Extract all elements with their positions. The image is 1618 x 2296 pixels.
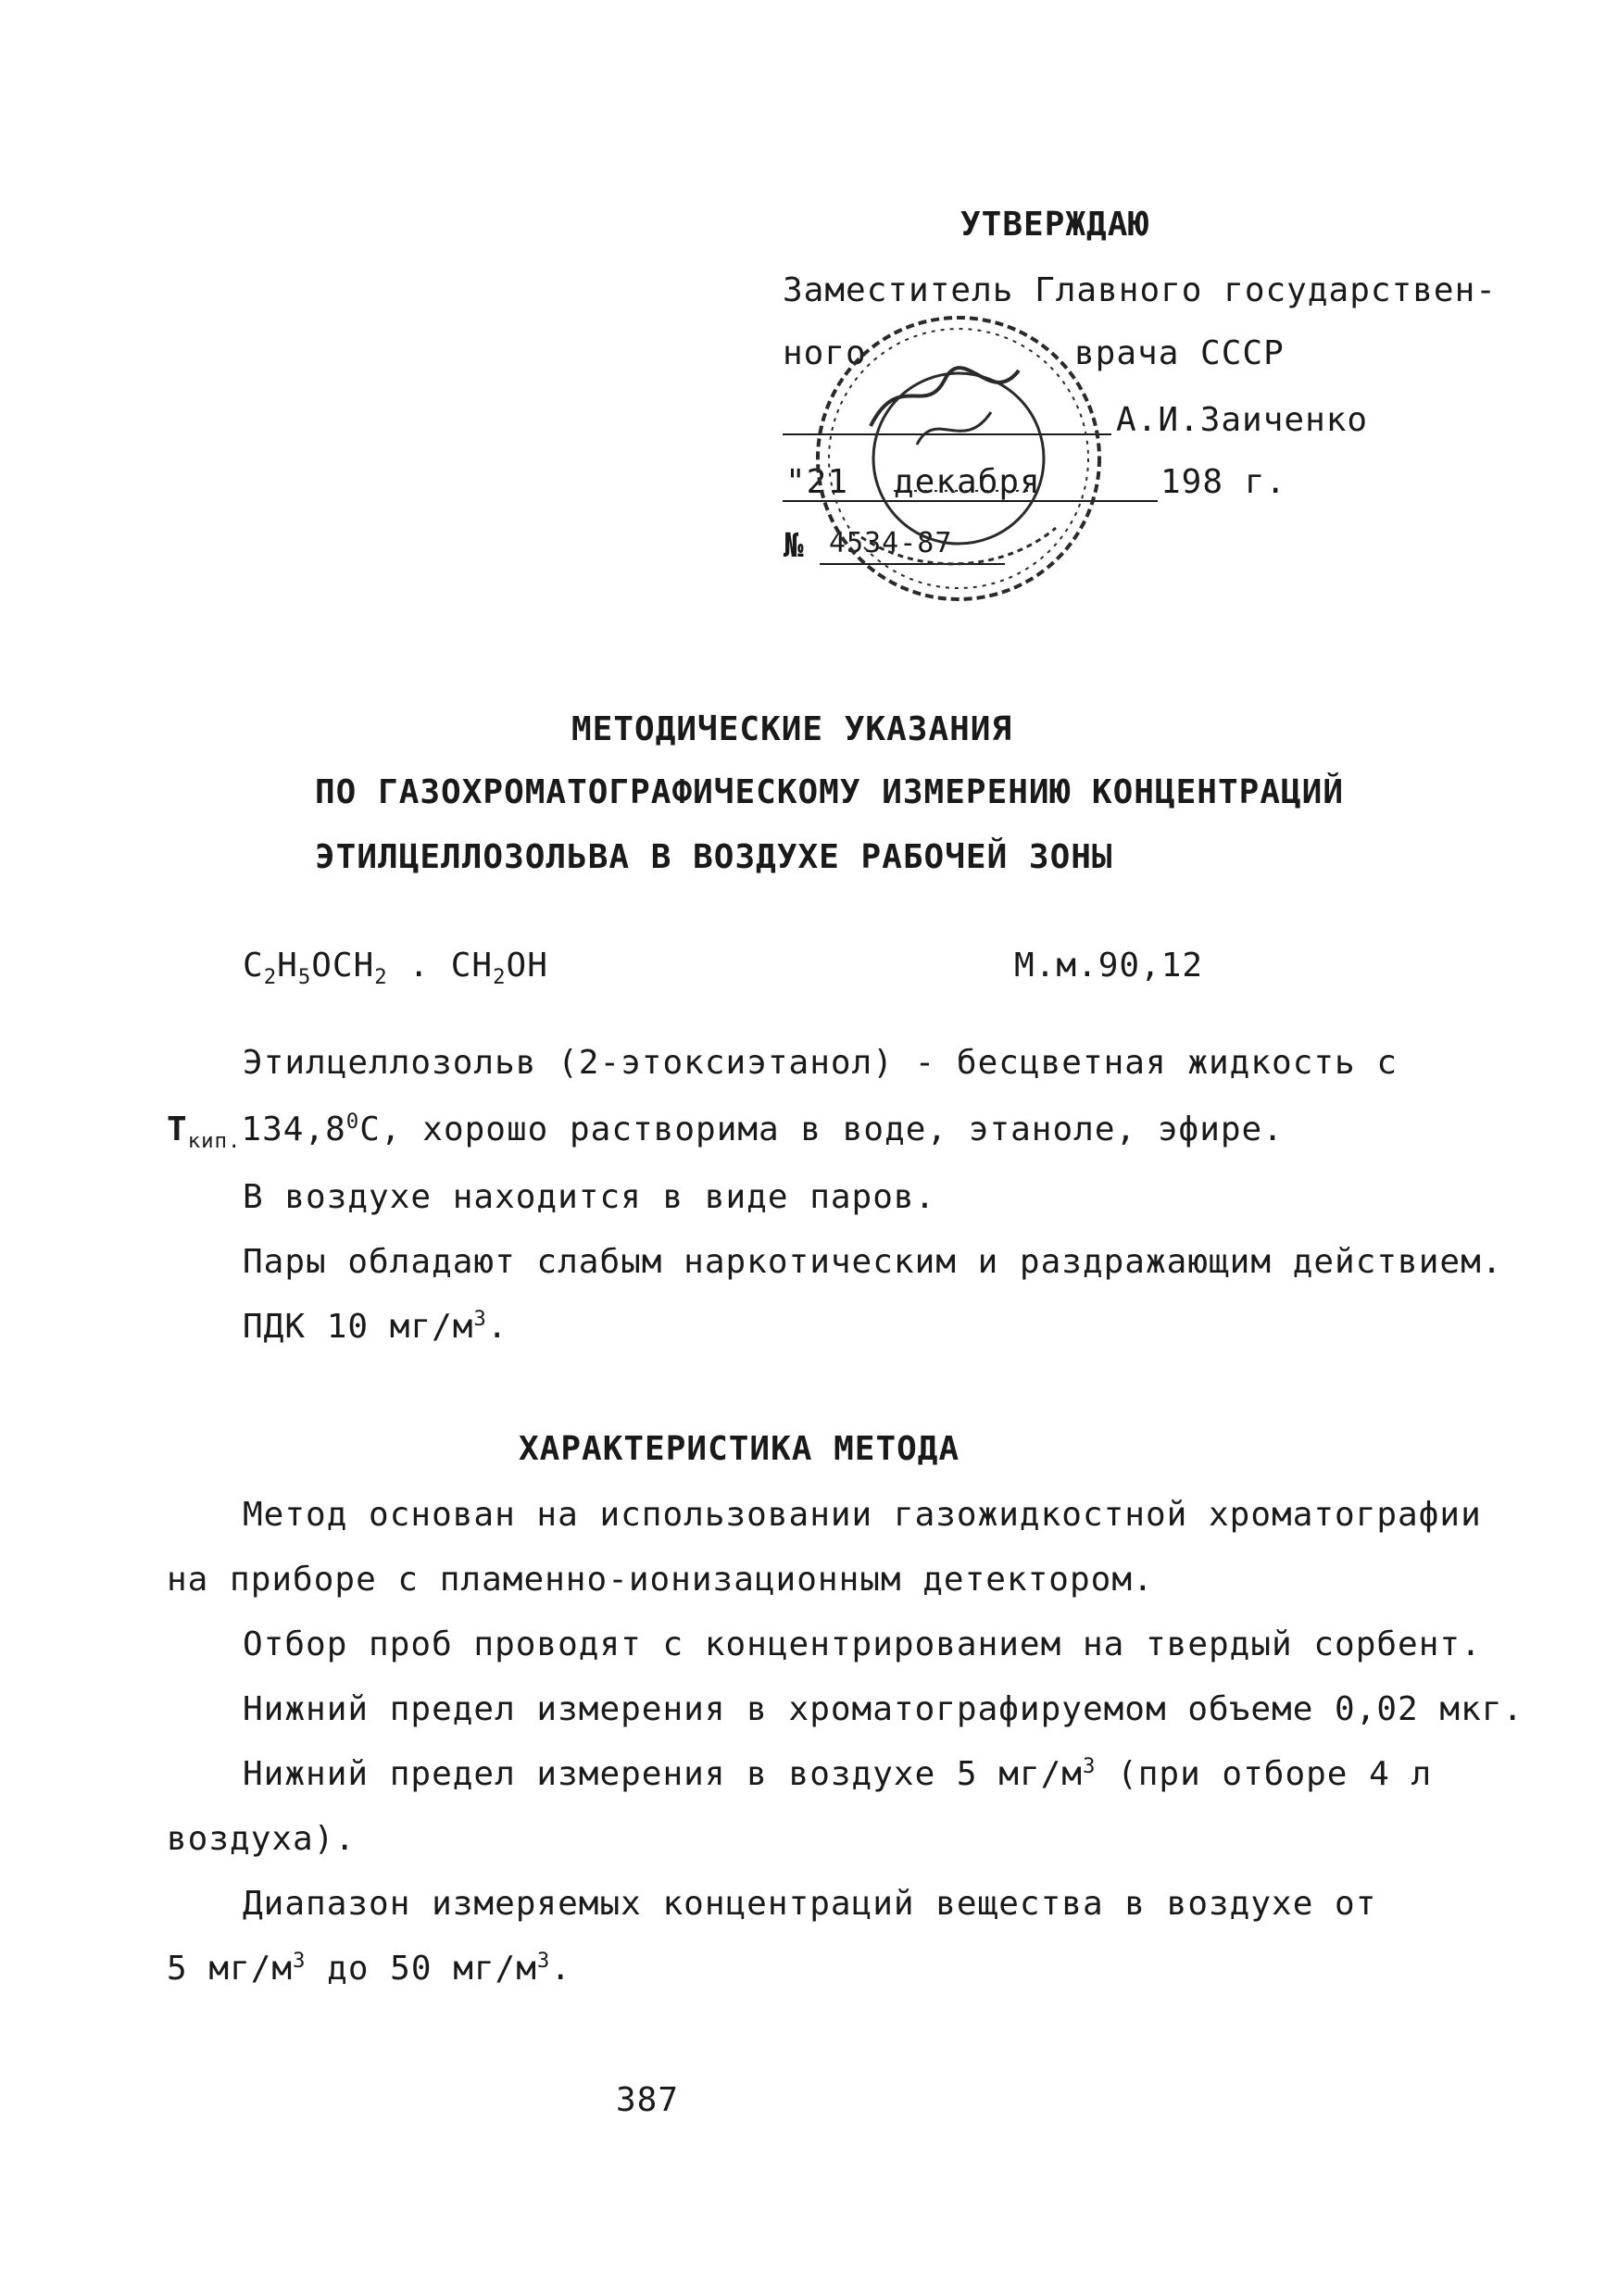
pdk-line: ПДК 10 $мг/м^3$. — [243, 1307, 508, 1346]
approval-line-2a: ного — [783, 334, 867, 372]
title-line-3: ЭТИЛЦЕЛЛОЗОЛЬВА В ВОЗДУХЕ РАБОЧЕЙ ЗОНЫ — [315, 838, 1113, 876]
method-p5-line-2: 5 $мг/м^3$ до 50 $мг/м^3$. — [167, 1949, 572, 1988]
title-line-2: ПО ГАЗОХРОМАТОГРАФИЧЕСКОМУ ИЗМЕРЕНИЮ КОНЦЕНТРАЦИЙ — [315, 773, 1345, 811]
intro-line-2: $Т_{кип.}134,8^0С$, хорошо растворима в воде, этаноле, эфире. — [167, 1110, 1284, 1154]
method-p5-line-1: Диапазон измеряемых концентраций вещества в воздухе от — [243, 1885, 1377, 1923]
title-line-1: МЕТОДИЧЕСКИЕ УКАЗАНИЯ — [571, 710, 1013, 748]
approval-number-label: № — [784, 527, 805, 565]
approval-date-month: декабря — [894, 463, 1041, 501]
intro-line-1: Этилцеллозольв (2-этоксиэтанол) - бесцветная жидкость с — [243, 1044, 1399, 1082]
page-number: 387 — [616, 2081, 680, 2119]
approval-signatory: А.И.Заиченко — [1116, 401, 1369, 439]
approval-date-day: "21 — [785, 463, 849, 501]
method-p1-line-2: на приборе с пламенно-ионизационным детектором. — [167, 1561, 1154, 1599]
method-p4-line-1: Нижний предел измерения в воздухе 5 $мг/м^3$ (при отборе 4 л — [243, 1754, 1433, 1793]
official-seal-stamp — [806, 306, 1111, 611]
intro-line-3: В воздухе находится в виде паров. — [243, 1178, 936, 1216]
approval-heading: УТВЕРЖДАЮ — [960, 206, 1150, 244]
method-p2: Отбор проб проводят с концентрированием на твердый сорбент. — [243, 1625, 1482, 1663]
method-p4-line-2: воздуха). — [167, 1820, 357, 1858]
method-p1-line-1: Метод основан на использовании газожидкостной хроматографии — [243, 1496, 1482, 1534]
intro-line-4: Пары обладают слабым наркотическим и раздражающим действием. — [243, 1243, 1503, 1281]
molar-mass: М.м.90,12 — [1014, 947, 1204, 985]
approval-date-year: 198 г. — [1160, 463, 1287, 501]
method-heading: ХАРАКТЕРИСТИКА МЕТОДА — [519, 1430, 960, 1468]
approval-number: 4534-87 — [829, 527, 953, 559]
chemical-formula: $C_2H_5OCH_2$ . $CH_2OH$ — [243, 947, 548, 990]
approval-line-1: Заместитель Главного государствен- — [783, 271, 1497, 309]
method-p3: Нижний предел измерения в хроматографируемом объеме 0,02 мкг. — [243, 1690, 1524, 1728]
approval-line-2b: врача СССР — [1074, 334, 1285, 372]
